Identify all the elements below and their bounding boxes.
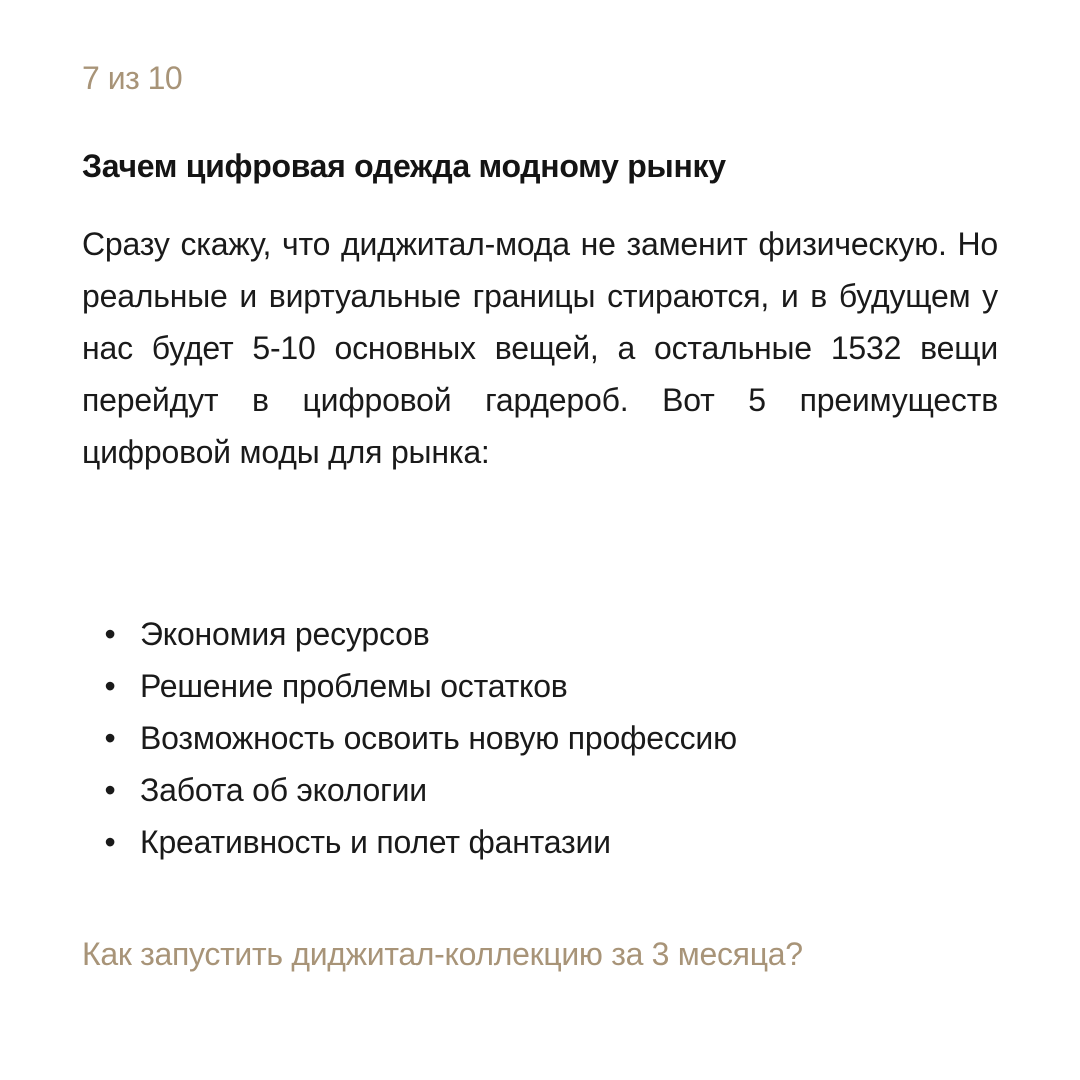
list-item [100,712,980,764]
benefit-label: Решение проблемы остатков [140,668,568,704]
intro-paragraph: Сразу скажу, что диджитал-мода не заменит физическую. Но реальные и виртуальные границы стираются, и в будущем у нас будет 5-10 основных вещей, а остальные 1532 вещи перейдут в цифровой гардероб. Вот 5 преимуществ цифровой моды для рынка: [82,226,998,470]
benefit-label: Забота об экологии [140,772,427,808]
benefits-list [100,608,980,868]
list-item [100,660,980,712]
benefit-label: Возможность освоить новую профессию [140,720,737,756]
list-item [100,816,980,868]
bullet-icon: • [104,772,116,808]
bullet-icon: • [104,720,116,756]
bullet-icon: • [104,616,116,652]
slide-title: Зачем цифровая одежда модному рынку [82,148,726,184]
benefit-label: Креативность и полет фантазии [140,824,611,860]
list-item [100,608,980,660]
slide-counter: 7 из 10 [82,60,183,96]
bullet-icon: • [104,668,116,704]
bullet-icon: • [104,824,116,860]
list-item [100,764,980,816]
cta-question: Как запустить диджитал-коллекцию за 3 месяца? [82,936,803,972]
benefit-label: Экономия ресурсов [140,616,430,652]
